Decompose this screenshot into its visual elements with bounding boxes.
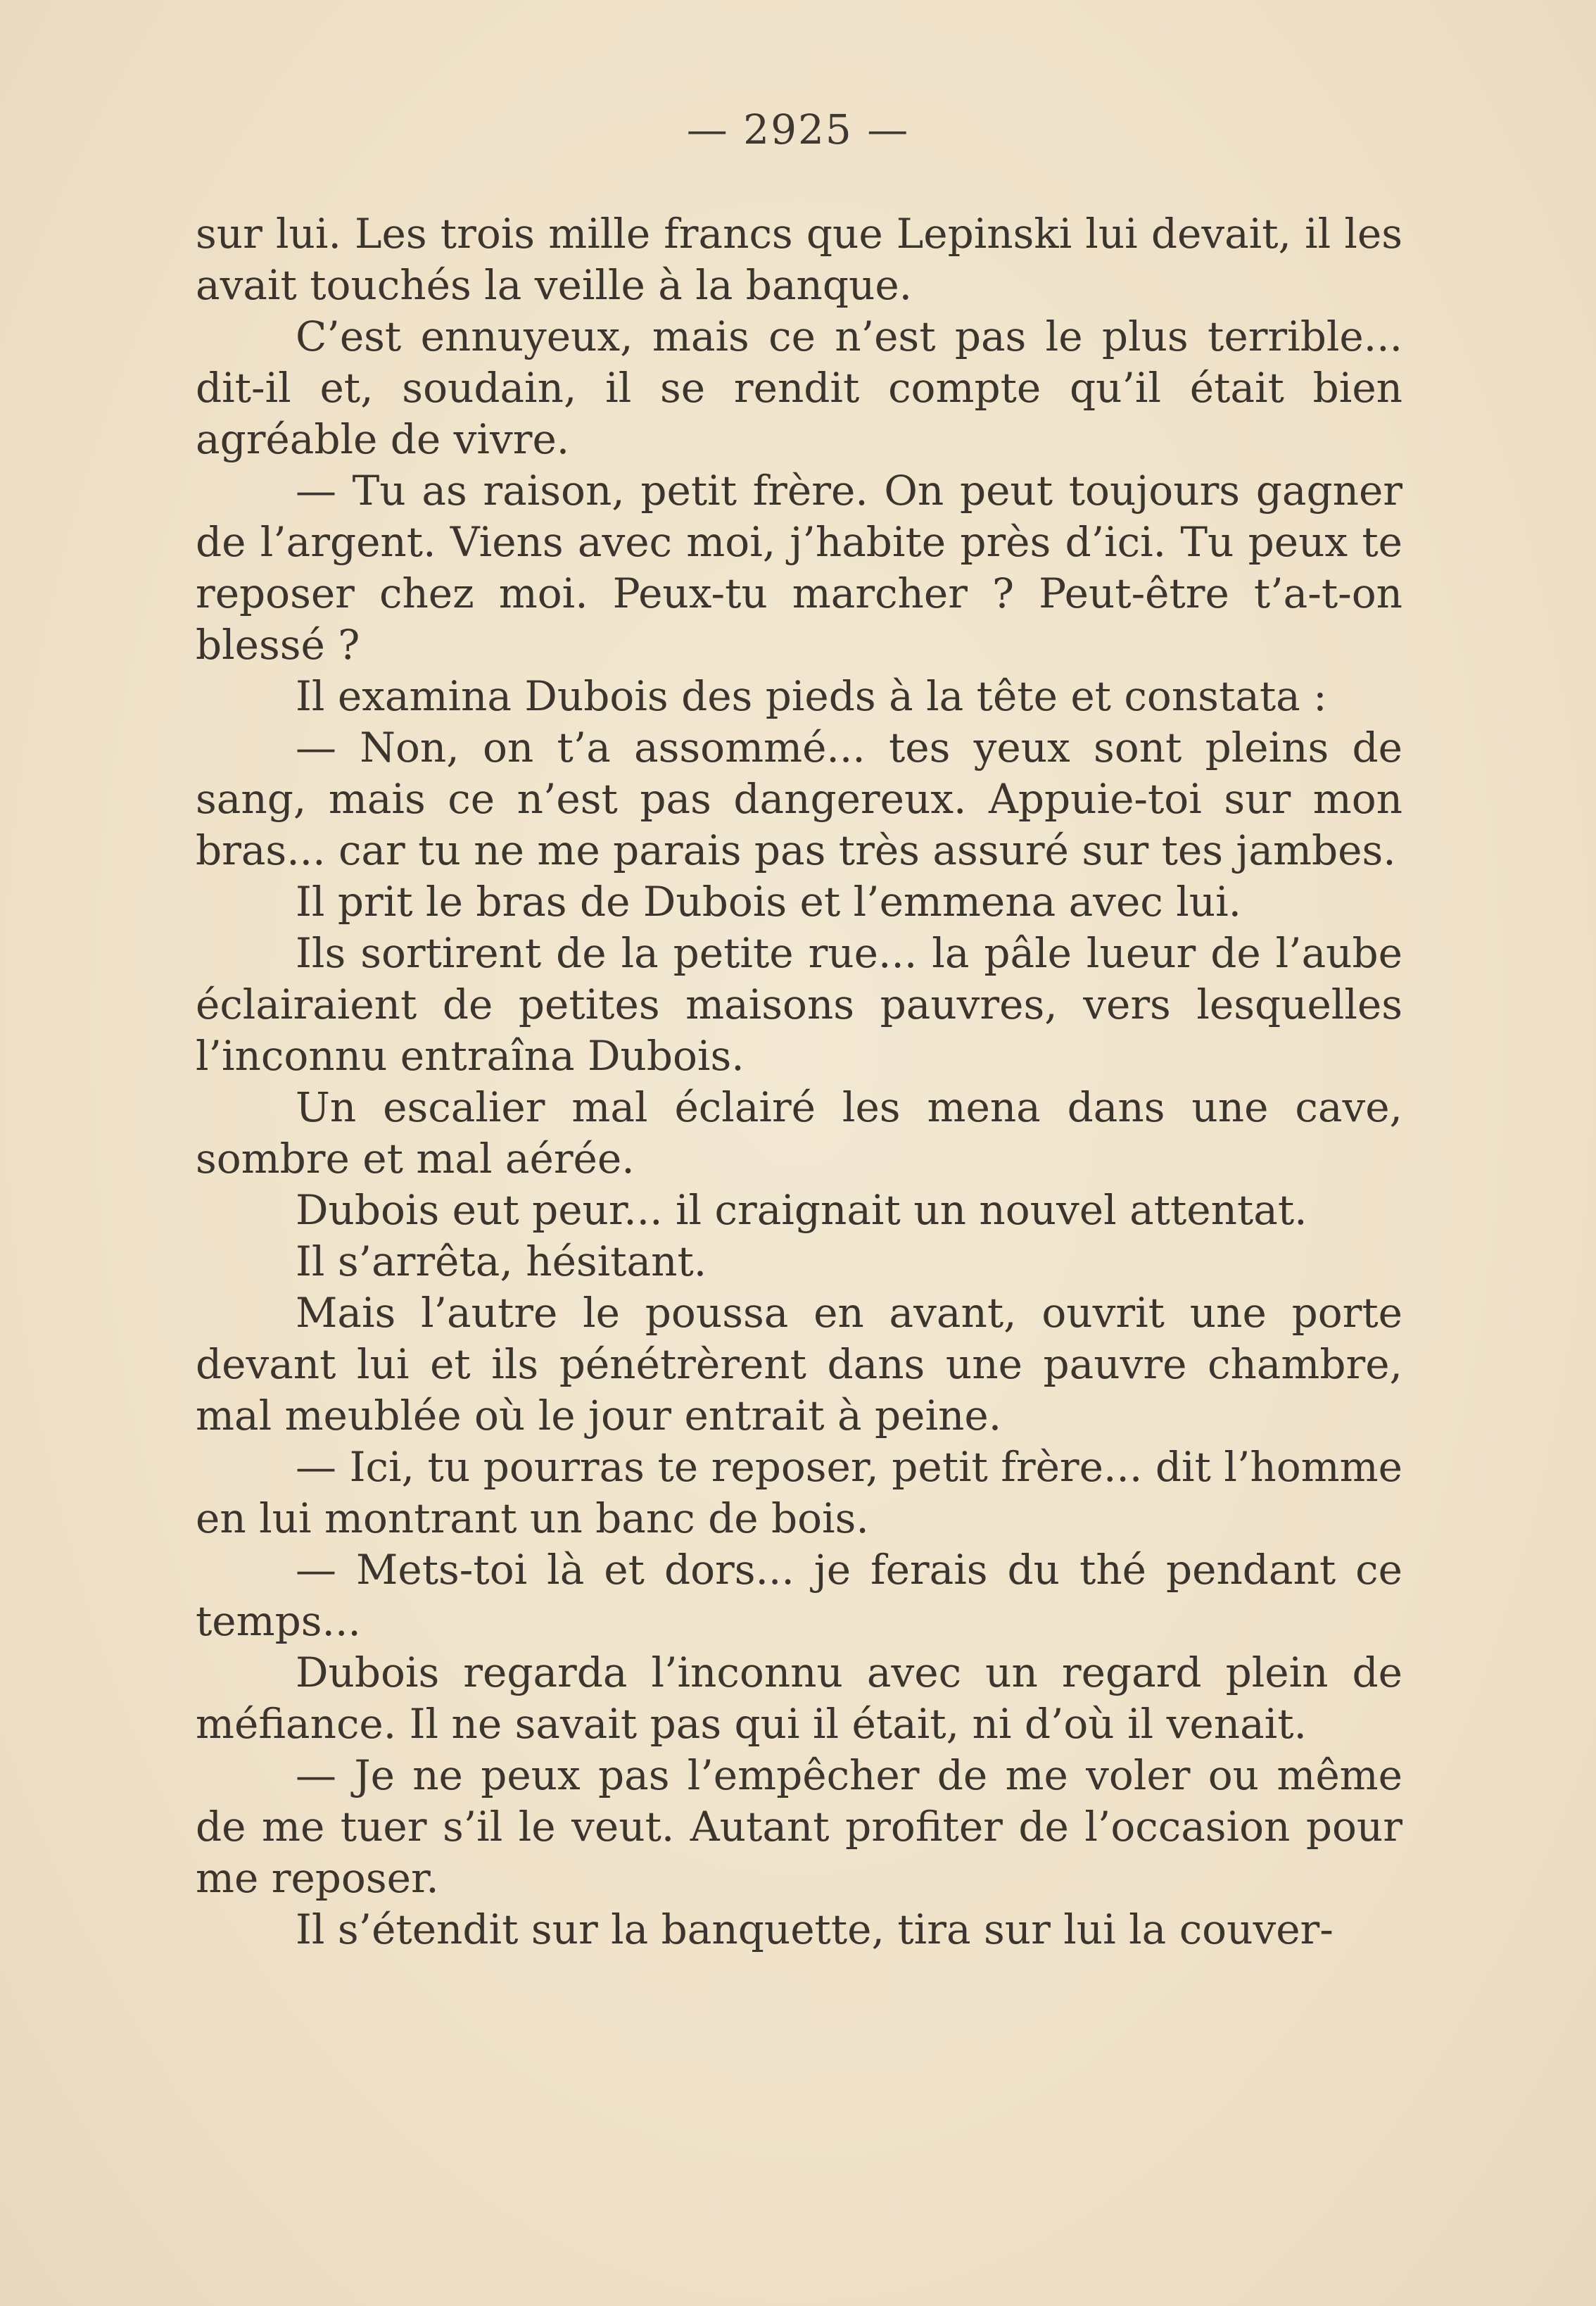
body-text [196,208,1402,1955]
paragraph: Dubois regarda l’inconnu avec un regard plein de méfiance. Il ne savait pas qui il était, ni d’où il venait. [196,1649,1402,1748]
paragraph: C’est ennuyeux, mais ce n’est pas le plus terrible... dit-il et, soudain, il se rendit compte qu’il était bien agréable de vivre. [196,313,1402,463]
page-number: — 2925 — [686,106,910,153]
dialogue-paragraph: — Non, on t’a assommé... tes yeux sont pleins de sang, mais ce n’est pas dangereux. Appuie-toi sur mon bras... car tu ne me parais pas très assuré sur tes jambes. [196,724,1402,874]
dialogue-paragraph: — Ici, tu pourras te reposer, petit frère... dit l’homme en lui montrant un banc de bois. [196,1443,1402,1542]
dialogue-paragraph: — Je ne peux pas l’empêcher de me voler ou même de me tuer s’il le veut. Autant profiter de l’occasion pour me reposer. [196,1751,1402,1902]
paragraph: Mais l’autre le poussa en avant, ouvrit une porte devant lui et ils pénétrèrent dans une pauvre chambre, mal meublée où le jour entrait à peine. [196,1289,1402,1439]
paragraph: Dubois eut peur... il craignait un nouvel attentat. [296,1186,1307,1234]
paragraph: Il s’étendit sur la banquette, tira sur lui la couver- [296,1905,1334,1953]
paragraph: sur lui. Les trois mille francs que Lepinski lui devait, il les avait touchés la veille à la banque. [196,210,1402,309]
paragraph: Il prit le bras de Dubois et l’emmena avec lui. [296,878,1242,926]
paragraph: Ils sortirent de la petite rue... la pâle lueur de l’aube éclairaient de petites maisons pauvres, vers lesquelles l’inconnu entraîna Dubois. [196,929,1402,1080]
paragraph: Un escalier mal éclairé les mena dans une cave, sombre et mal aérée. [196,1083,1402,1183]
dialogue-paragraph: — Tu as raison, petit frère. On peut toujours gagner de l’argent. Viens avec moi, j’habite près d’ici. Tu peux te reposer chez moi. Peux-tu marcher ? Peut-être t’a-t-on blessé ? [196,467,1402,669]
paragraph: Il s’arrêta, hésitant. [296,1237,707,1285]
paragraph: Il examina Dubois des pieds à la tête et constata : [296,672,1327,720]
dialogue-paragraph: — Mets-toi là et dors... je ferais du thé pendant ce temps... [196,1546,1402,1645]
